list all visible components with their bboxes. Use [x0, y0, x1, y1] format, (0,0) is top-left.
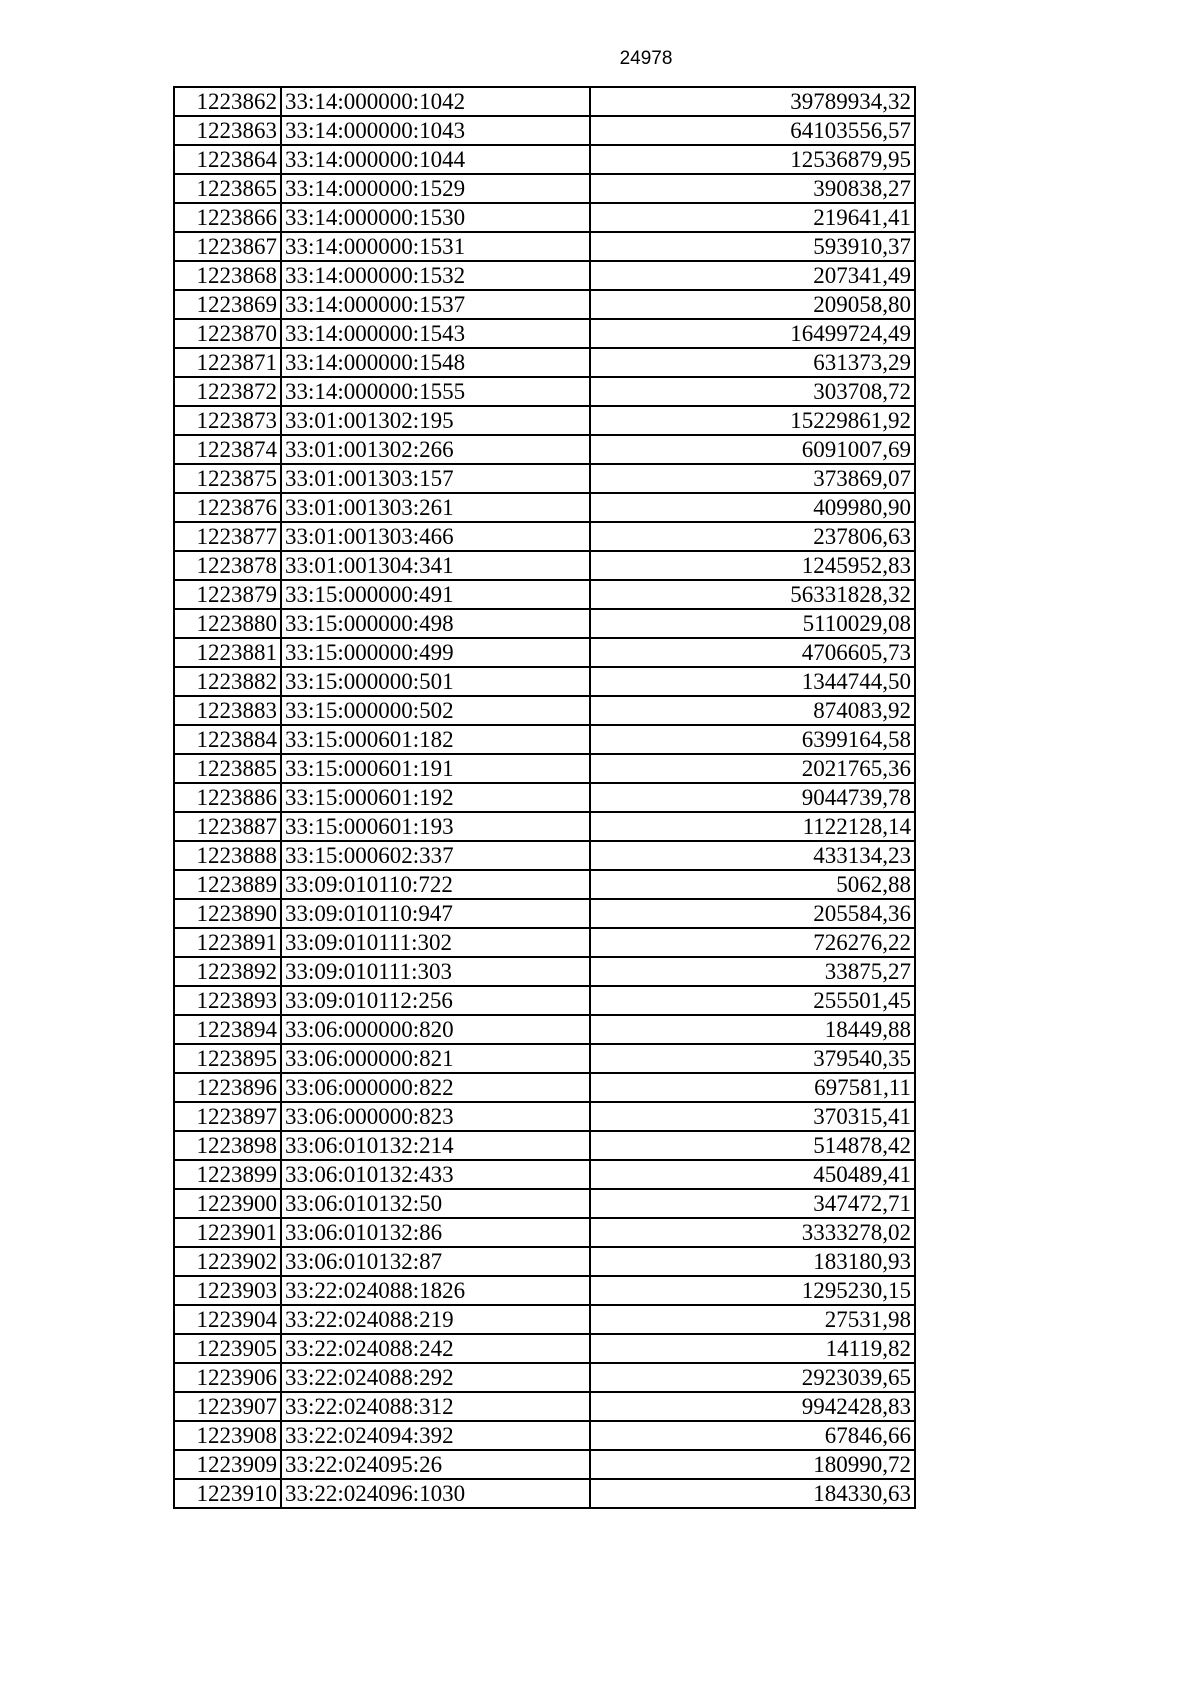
row-id-cell: 1223871: [174, 348, 281, 377]
cadastral-value-cell: 64103556,57: [590, 116, 915, 145]
cadastral-value-cell: 15229861,92: [590, 406, 915, 435]
row-id-cell: 1223910: [174, 1479, 281, 1508]
row-id-cell: 1223894: [174, 1015, 281, 1044]
cadastral-number-cell: 33:09:010110:947: [281, 899, 590, 928]
cadastral-value-cell: 18449,88: [590, 1015, 915, 1044]
cadastral-number-cell: 33:22:024088:1826: [281, 1276, 590, 1305]
table-row: [174, 1073, 915, 1102]
cadastral-value-cell: 433134,23: [590, 841, 915, 870]
cadastral-number-cell: 33:09:010112:256: [281, 986, 590, 1015]
page-number: 24978: [619, 48, 673, 69]
table-row: [174, 1160, 915, 1189]
table-row: [174, 841, 915, 870]
table-row: [174, 638, 915, 667]
row-id-cell: 1223898: [174, 1131, 281, 1160]
cadastral-number-cell: 33:01:001302:195: [281, 406, 590, 435]
table-row: [174, 928, 915, 957]
row-id-cell: 1223867: [174, 232, 281, 261]
cadastral-value-cell: 631373,29: [590, 348, 915, 377]
table-row: [174, 1392, 915, 1421]
cadastral-number-cell: 33:01:001303:157: [281, 464, 590, 493]
row-id-cell: 1223873: [174, 406, 281, 435]
cadastral-value-cell: 514878,42: [590, 1131, 915, 1160]
table-row: [174, 435, 915, 464]
cadastral-value-cell: 207341,49: [590, 261, 915, 290]
row-id-cell: 1223869: [174, 290, 281, 319]
cadastral-value-cell: 219641,41: [590, 203, 915, 232]
cadastral-value-cell: 9044739,78: [590, 783, 915, 812]
cadastral-value-cell: 6091007,69: [590, 435, 915, 464]
row-id-cell: 1223878: [174, 551, 281, 580]
cadastral-value-cell: 726276,22: [590, 928, 915, 957]
cadastral-value-cell: 593910,37: [590, 232, 915, 261]
table-row: [174, 174, 915, 203]
cadastral-value-cell: 6399164,58: [590, 725, 915, 754]
cadastral-value-cell: 56331828,32: [590, 580, 915, 609]
row-id-cell: 1223900: [174, 1189, 281, 1218]
cadastral-number-cell: 33:14:000000:1537: [281, 290, 590, 319]
table-row: [174, 1015, 915, 1044]
table-row: [174, 1305, 915, 1334]
cadastral-number-cell: 33:14:000000:1548: [281, 348, 590, 377]
cadastral-value-cell: 205584,36: [590, 899, 915, 928]
row-id-cell: 1223901: [174, 1218, 281, 1247]
table-row: [174, 1102, 915, 1131]
cadastral-value-cell: 373869,07: [590, 464, 915, 493]
cadastral-value-cell: 370315,41: [590, 1102, 915, 1131]
cadastral-number-cell: 33:14:000000:1529: [281, 174, 590, 203]
row-id-cell: 1223883: [174, 696, 281, 725]
cadastral-number-cell: 33:22:024096:1030: [281, 1479, 590, 1508]
table-row: [174, 580, 915, 609]
row-id-cell: 1223881: [174, 638, 281, 667]
cadastral-number-cell: 33:22:024088:242: [281, 1334, 590, 1363]
cadastral-number-cell: 33:14:000000:1044: [281, 145, 590, 174]
row-id-cell: 1223895: [174, 1044, 281, 1073]
table-row: [174, 145, 915, 174]
row-id-cell: 1223863: [174, 116, 281, 145]
table-row: [174, 1131, 915, 1160]
row-id-cell: 1223876: [174, 493, 281, 522]
row-id-cell: 1223892: [174, 957, 281, 986]
table-row: [174, 1247, 915, 1276]
cadastral-value-cell: 33875,27: [590, 957, 915, 986]
cadastral-number-cell: 33:14:000000:1543: [281, 319, 590, 348]
table-row: [174, 783, 915, 812]
cadastral-number-cell: 33:14:000000:1530: [281, 203, 590, 232]
cadastral-number-cell: 33:15:000601:191: [281, 754, 590, 783]
table-row: [174, 696, 915, 725]
table-row: [174, 870, 915, 899]
table-row: [174, 87, 915, 116]
table-row: [174, 406, 915, 435]
row-id-cell: 1223905: [174, 1334, 281, 1363]
cadastral-value-cell: 1245952,83: [590, 551, 915, 580]
table-row: [174, 812, 915, 841]
cadastral-value-cell: 3333278,02: [590, 1218, 915, 1247]
row-id-cell: 1223872: [174, 377, 281, 406]
table-row: [174, 1218, 915, 1247]
table-row: [174, 377, 915, 406]
table-row: [174, 464, 915, 493]
table-row: [174, 261, 915, 290]
row-id-cell: 1223870: [174, 319, 281, 348]
row-id-cell: 1223866: [174, 203, 281, 232]
table-row: [174, 203, 915, 232]
cadastral-number-cell: 33:06:010132:433: [281, 1160, 590, 1189]
table-row: [174, 116, 915, 145]
row-id-cell: 1223908: [174, 1421, 281, 1450]
cadastral-value-cell: 14119,82: [590, 1334, 915, 1363]
table-row: [174, 754, 915, 783]
cadastral-number-cell: 33:01:001303:261: [281, 493, 590, 522]
row-id-cell: 1223909: [174, 1450, 281, 1479]
row-id-cell: 1223893: [174, 986, 281, 1015]
cadastral-value-cell: 5110029,08: [590, 609, 915, 638]
table-row: [174, 1450, 915, 1479]
cadastral-number-cell: 33:14:000000:1532: [281, 261, 590, 290]
cadastral-number-cell: 33:01:001304:341: [281, 551, 590, 580]
cadastral-number-cell: 33:22:024088:219: [281, 1305, 590, 1334]
cadastral-number-cell: 33:06:000000:823: [281, 1102, 590, 1131]
cadastral-number-cell: 33:22:024094:392: [281, 1421, 590, 1450]
cadastral-number-cell: 33:15:000000:501: [281, 667, 590, 696]
table-row: [174, 1421, 915, 1450]
cadastral-number-cell: 33:22:024095:26: [281, 1450, 590, 1479]
row-id-cell: 1223882: [174, 667, 281, 696]
cadastral-number-cell: 33:01:001302:266: [281, 435, 590, 464]
row-id-cell: 1223877: [174, 522, 281, 551]
cadastral-number-cell: 33:14:000000:1042: [281, 87, 590, 116]
table-row: [174, 1363, 915, 1392]
table-row: [174, 551, 915, 580]
cadastral-value-cell: 209058,80: [590, 290, 915, 319]
cadastral-number-cell: 33:06:010132:87: [281, 1247, 590, 1276]
row-id-cell: 1223886: [174, 783, 281, 812]
table-row: [174, 1334, 915, 1363]
cadastral-number-cell: 33:15:000601:182: [281, 725, 590, 754]
cadastral-number-cell: 33:09:010111:302: [281, 928, 590, 957]
cadastral-number-cell: 33:06:000000:821: [281, 1044, 590, 1073]
table-row: [174, 348, 915, 377]
row-id-cell: 1223904: [174, 1305, 281, 1334]
cadastral-value-cell: 4706605,73: [590, 638, 915, 667]
row-id-cell: 1223889: [174, 870, 281, 899]
table-row: [174, 522, 915, 551]
table-row: [174, 493, 915, 522]
cadastral-number-cell: 33:01:001303:466: [281, 522, 590, 551]
table-row: [174, 1479, 915, 1508]
cadastral-value-cell: 347472,71: [590, 1189, 915, 1218]
cadastral-number-cell: 33:15:000602:337: [281, 841, 590, 870]
cadastral-number-cell: 33:09:010110:722: [281, 870, 590, 899]
cadastral-value-cell: 9942428,83: [590, 1392, 915, 1421]
table-row: [174, 899, 915, 928]
cadastral-number-cell: 33:06:010132:86: [281, 1218, 590, 1247]
row-id-cell: 1223874: [174, 435, 281, 464]
row-id-cell: 1223906: [174, 1363, 281, 1392]
cadastral-value-cell: 1344744,50: [590, 667, 915, 696]
table-row: [174, 1044, 915, 1073]
cadastral-value-cell: 16499724,49: [590, 319, 915, 348]
cadastral-value-cell: 1295230,15: [590, 1276, 915, 1305]
cadastral-number-cell: 33:15:000000:499: [281, 638, 590, 667]
cadastral-value-cell: 1122128,14: [590, 812, 915, 841]
cadastral-value-cell: 5062,88: [590, 870, 915, 899]
row-id-cell: 1223887: [174, 812, 281, 841]
cadastral-number-cell: 33:15:000601:192: [281, 783, 590, 812]
cadastral-value-cell: 255501,45: [590, 986, 915, 1015]
row-id-cell: 1223888: [174, 841, 281, 870]
cadastral-number-cell: 33:22:024088:312: [281, 1392, 590, 1421]
table-row: [174, 232, 915, 261]
row-id-cell: 1223875: [174, 464, 281, 493]
table-body: [174, 87, 915, 1508]
row-id-cell: 1223903: [174, 1276, 281, 1305]
cadastral-value-cell: 874083,92: [590, 696, 915, 725]
cadastral-value-cell: 2021765,36: [590, 754, 915, 783]
cadastral-value-cell: 183180,93: [590, 1247, 915, 1276]
cadastral-value-cell: 379540,35: [590, 1044, 915, 1073]
cadastral-value-cell: 409980,90: [590, 493, 915, 522]
cadastral-number-cell: 33:15:000000:502: [281, 696, 590, 725]
row-id-cell: 1223880: [174, 609, 281, 638]
row-id-cell: 1223890: [174, 899, 281, 928]
cadastral-value-cell: 67846,66: [590, 1421, 915, 1450]
table-row: [174, 1189, 915, 1218]
cadastral-number-cell: 33:09:010111:303: [281, 957, 590, 986]
cadastral-value-cell: 27531,98: [590, 1305, 915, 1334]
cadastral-value-cell: 390838,27: [590, 174, 915, 203]
cadastral-number-cell: 33:22:024088:292: [281, 1363, 590, 1392]
row-id-cell: 1223896: [174, 1073, 281, 1102]
table-row: [174, 725, 915, 754]
cadastral-value-cell: 12536879,95: [590, 145, 915, 174]
row-id-cell: 1223884: [174, 725, 281, 754]
row-id-cell: 1223899: [174, 1160, 281, 1189]
row-id-cell: 1223897: [174, 1102, 281, 1131]
cadastral-number-cell: 33:06:010132:214: [281, 1131, 590, 1160]
cadastral-value-cell: 39789934,32: [590, 87, 915, 116]
table-row: [174, 957, 915, 986]
cadastral-number-cell: 33:06:000000:822: [281, 1073, 590, 1102]
row-id-cell: 1223862: [174, 87, 281, 116]
cadastral-value-cell: 237806,63: [590, 522, 915, 551]
cadastral-number-cell: 33:14:000000:1043: [281, 116, 590, 145]
row-id-cell: 1223864: [174, 145, 281, 174]
cadastral-number-cell: 33:06:010132:50: [281, 1189, 590, 1218]
cadastral-number-cell: 33:06:000000:820: [281, 1015, 590, 1044]
row-id-cell: 1223885: [174, 754, 281, 783]
cadastral-value-table: [173, 86, 916, 1509]
row-id-cell: 1223868: [174, 261, 281, 290]
cadastral-number-cell: 33:15:000000:498: [281, 609, 590, 638]
table-row: [174, 1276, 915, 1305]
cadastral-number-cell: 33:15:000601:193: [281, 812, 590, 841]
row-id-cell: 1223907: [174, 1392, 281, 1421]
table-row: [174, 667, 915, 696]
row-id-cell: 1223902: [174, 1247, 281, 1276]
row-id-cell: 1223865: [174, 174, 281, 203]
cadastral-value-cell: 697581,11: [590, 1073, 915, 1102]
cadastral-value-cell: 2923039,65: [590, 1363, 915, 1392]
cadastral-value-cell: 303708,72: [590, 377, 915, 406]
cadastral-value-cell: 450489,41: [590, 1160, 915, 1189]
row-id-cell: 1223879: [174, 580, 281, 609]
table-row: [174, 319, 915, 348]
table-row: [174, 290, 915, 319]
cadastral-number-cell: 33:14:000000:1555: [281, 377, 590, 406]
table-row: [174, 609, 915, 638]
cadastral-value-cell: 180990,72: [590, 1450, 915, 1479]
row-id-cell: 1223891: [174, 928, 281, 957]
table-row: [174, 986, 915, 1015]
cadastral-number-cell: 33:15:000000:491: [281, 580, 590, 609]
cadastral-number-cell: 33:14:000000:1531: [281, 232, 590, 261]
cadastral-value-cell: 184330,63: [590, 1479, 915, 1508]
